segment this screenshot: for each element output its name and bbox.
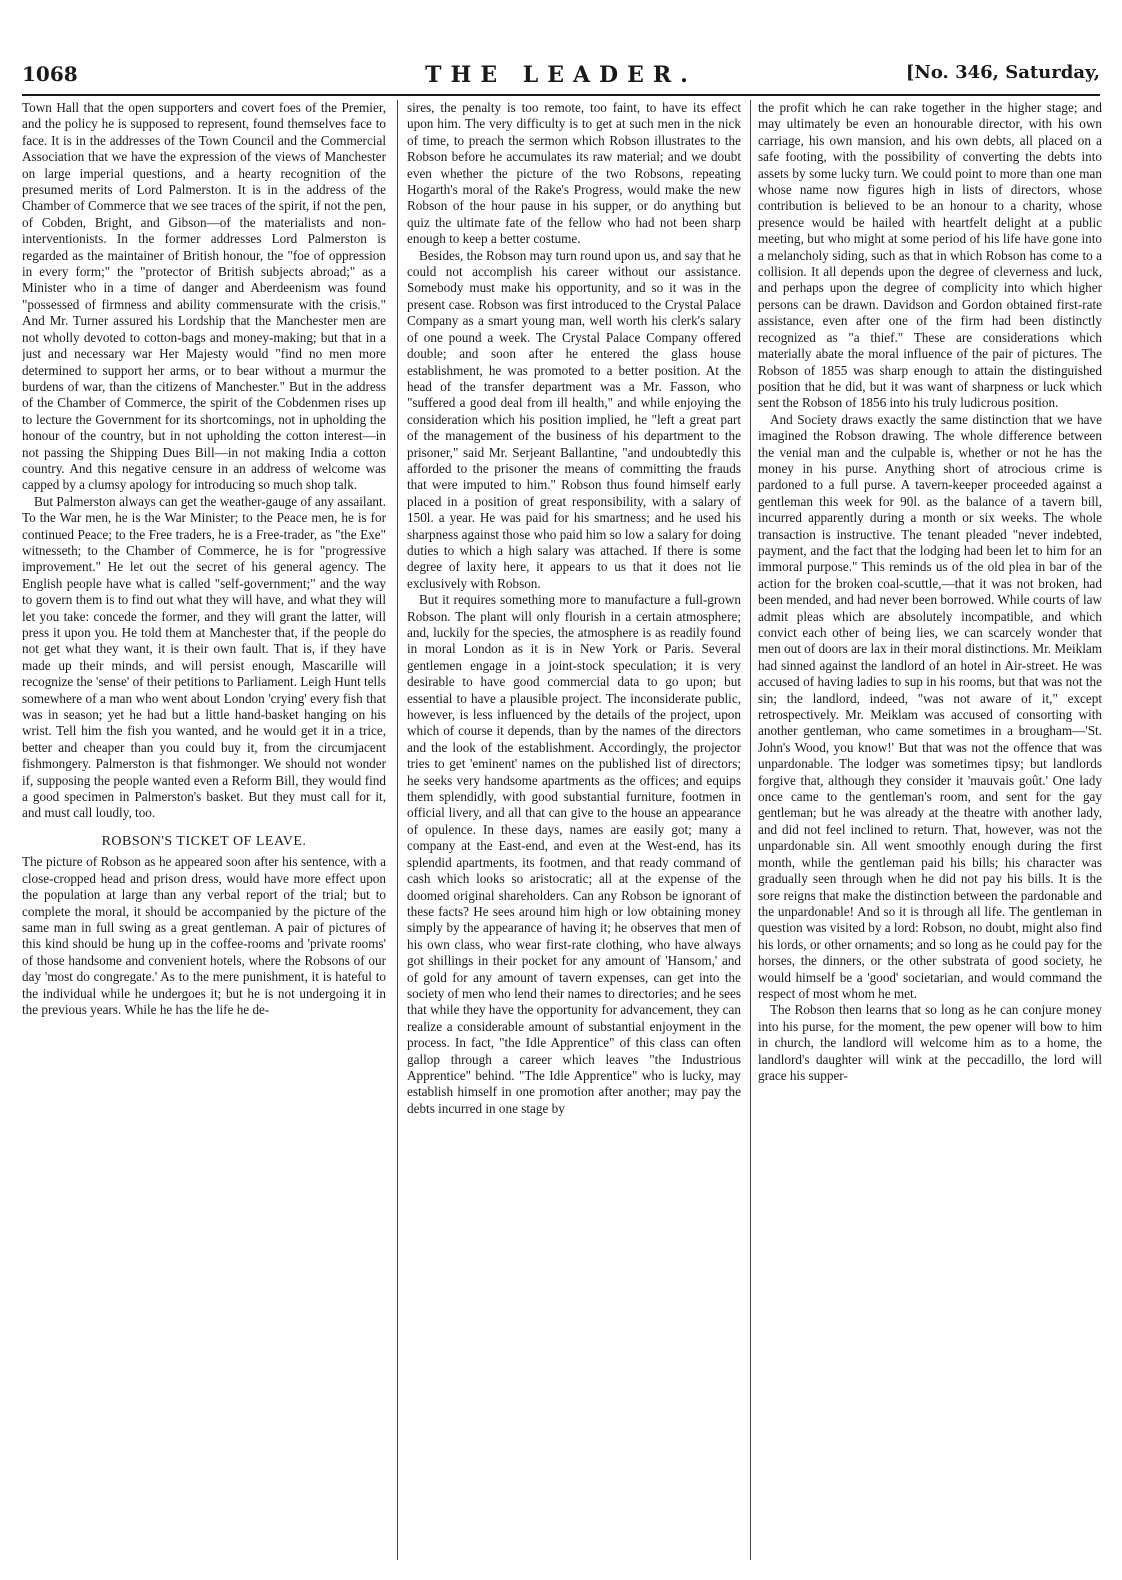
paragraph: Town Hall that the open supporters and covert foes of the Premier, and the policy he is supposed to represent, found themselves face to face. It is in the addresses of the Town Council and the Commercial Association that we have the expression of the views of Manchester on large imperial questions, and a hearty recognition of the presumed merits of Lord Palmerston. It is in the address of the Chamber of Commerce that we see traces of the spirit, if not the pen, of Cobden, Bright, and Gibson—of the materialists and non-interventionists. In the former addresses Lord Palmerston is regarded as the maintainer of British honour, the "foe of oppression in every form;" the "protector of British subjects abroad;" as a Minister who in a time of danger and Aberdeenism was found "possessed of firmness and ability commensurate with the crisis." And Mr. Turner assured his Lordship that the Manchester men are not wholly devoted to cotton-bags and money-making; but that in a just and necessary war Her Majesty would "find no men more determined to support her arms, or to bear without a murmur the burdens of war, than the citizens of Manchester." But in the address of the Chamber of Commerce, the spirit of the Cobdenmen rises up to lecture the Government for its shortcomings, not in upholding the honour of the country, but in not upholding the cotton interest—in not passing the Shipping Dues Bill—in not making India a cotton country. And this negative censure in an address of welcome was capped by a clumsy apology for introducing so much shop talk. (22, 100, 386, 493)
paragraph: sires, the penalty is too remote, too faint, to have its effect upon him. The very difficulty is to get at such men in the nick of time, to preach the sermon which Robson illustrates to the Robson before he accumulates its raw material; and we doubt even whether the picture of the two Robsons, repeating Hogarth's moral of the Rake's Progress, would make the new Robson of the hour pause in his supper, or do anything but quiz the ultimate fate of the fellow who had not been sharp enough to keep a better costume. (407, 100, 741, 247)
column-2 (407, 100, 741, 1560)
paragraph: But it requires something more to manufacture a full-grown Robson. The plant will only flourish in a certain atmosphere; and, luckily for the species, the atmosphere is as readily found in moral London as it is in New York or Paris. Several gentlemen engage in a joint-stock speculation; it is very desirable to have good commercial data to go upon; but essential to have a plausible project. The inconsiderate public, however, is less influenced by the details of the project, upon which of course it depends, than by the names of the directors and the look of the establishment. Accordingly, the projector tries to get 'eminent' names on the published list of directors; he seeks very handsome apartments as the offices; and equips them splendidly, with good substantial furniture, footmen in official livery, and all that can give to the house an appearance of opulence. In these days, names are easily got; many a company at the East-end, and even at the West-end, has its splendid apartments, its footmen, and that ready command of cash which looks so aristocratic; all at the expense of the doomed original shareholders. Can any Robson be ignorant of these facts? He sees around him high or low obtaining money simply by the appearance of having it; he observes that men of his own class, who wear first-rate clothing, who have always got shillings in their pocket for any amount of 'Hansom,' and of gold for any amount of tavern expenses, can get into the society of men who lend their names to directories; and he sees that while they have the opportunity for advancement, they can realize a considerable amount of substantial enjoyment in the process. In fact, "the Idle Apprentice" of this class can often gallop through a career which leaves "the Industrious Apprentice" behind. "The Idle Apprentice" who is lucky, may establish himself in one promotion after another; may pay the debts incurred in one stage by (407, 592, 741, 1116)
issue-label: [No. 346, Saturday, (905, 62, 1100, 83)
page-number: 1068 (22, 62, 78, 86)
paragraph: The picture of Robson as he appeared soon after his sentence, with a close-cropped head and prison dress, would have more effect upon the population at large than any verbal report of the trial; but to complete the moral, it should be accompanied by the picture of the same man in full swing as a great gentleman. A pair of pictures of this kind should be hung up in the coffee-rooms and 'private rooms' of those handsome and convenient hotels, where the Robsons of our day 'most do congregate.' As to the mere punishment, it is hateful to the individual while he undergoes it; but he is not undergoing it in the previous years. While he has the life he de- (22, 854, 386, 1017)
paragraph: The Robson then learns that so long as he can conjure money into his purse, for the moment, the pew opener will bow to him in church, the landlord will welcome him as to a home, the landlord's daughter will wink at the peccadillo, the lord will grace his supper- (758, 1002, 1102, 1083)
paragraph: Besides, the Robson may turn round upon us, and say that he could not accomplish his career without our assistance. Somebody must make his opportunity, and so it was in the present case. Robson was first introduced to the Crystal Palace Company as a smart young man, well worth his clerk's salary of one pound a week. The Crystal Palace Company offered double; and soon after he entered the glass house establishment, he was promoted to a better position. At the head of the transfer department was a Mr. Fasson, who "suffered a good deal from ill health," and while enjoying the consideration which his position implied, he "left a great part of the management of the business of his department to the prisoner," said Mr. Serjeant Ballantine, "and undoubtedly this afforded to the prisoner the means of committing the frauds that were imputed to him." Robson thus found himself early placed in a position of great responsibility, with a salary of 150l. a year. He was paid for his smartness; and he used his sharpness against those who paid him so low a salary for doing duties to which a high salary was attached. If there is some degree of laxity here, it appears to us that it does not lie exclusively with Robson. (407, 247, 741, 591)
paragraph: But Palmerston always can get the weather-gauge of any assailant. To the War men, he is the War Minister; to the Peace men, he is for continued Peace; to the Free traders, he is a Free-trader, as "the Exe" witnesseth; to the Chamber of Commerce, he is for "progressive improvement." He let out the secret of his general agency. The English people have what is called "self-government;" and the way to govern them is to find out what they will have, and what they will let you take: concede the former, and they will grant the latter, will press it upon you. He told them at Manchester that, if the people do not get what they want, it is their own fault. That is, if they have made up their minds, and will persist enough, Mascarille will recognize the 'sense' of their petitions to Parliament. Leigh Hunt tells somewhere of a man who went about London 'crying' every fish that was in season; yet he had but a little hand-basket hanging on his wrist. Tell him the fish you wanted, and he would get it in a trice, better and cheaper than you could buy it, from the circumjacent fishmongery. Palmerston is that fishmonger. We should not wonder if, supposing the people wanted even a Reform Bill, they would find a good specimen in Palmerston's basket. But they must call for it, and must call loudly, too. (22, 493, 386, 821)
paragraph: the profit which he can rake together in the higher stage; and may ultimately be even an honourable director, with his own carriage, his own mansion, and his own debts, all placed on a safe footing, with the possibility of converting the debts into assets by some lucky turn. We could point to more than one man whose name now figures high in lists of directors, whose contribution is believed to be an honour to a charity, whose presence would be hailed with heartfelt delight at a public meeting, but who might at some period of his life have gone into a melancholy siding, such as that in which Robson has come to a collision. It all depends upon the degree of cleverness and luck, and perhaps upon the degree of complicity into which higher persons can be drawn. Davidson and Gordon obtained first-rate assistance, even after one of the firm had been distinctly recognized as "a thief." These are considerations which materially abate the moral influence of the pair of pictures. The Robson of 1855 was sharp enough to attain the distinguished position that he did, but it was want of sharpness or luck which sent the Robson of 1856 into his truly ludicrous position. (758, 100, 1102, 411)
header-rule (22, 94, 1100, 96)
paragraph: And Society draws exactly the same distinction that we have imagined the Robson drawing. The whole difference between the venial man and the culpable is, whether or not he has the money in his purse. Anything short of atrocious crime is pardoned to a full purse. A tavern-keeper proceeded against a gentleman this week for 90l. as the balance of a tavern bill, incurred apparently during a month or six weeks. The whole transaction is instructive. The tenant pleaded "never indebted, payment, and the fact that the lodging had been let to him for an immoral purpose." This reminds us of the old plea in bar of the action for the broken coal-scuttle,—that it was not broken, had been mended, and had never been borrowed. While courts of law admit pleas which are absolutely incompatible, and which convict each other of being lies, we can scarcely wonder that men out of doors are lax in their moral distinctions. Mr. Meiklam had sinned against the landlord of an hotel in Air-street. He was accused of having ladies to sup in his rooms, but that was not the sin; the landlord, indeed, "was not aware of it," except retrospectively. Mr. Meiklam was accused of consorting with another gentleman, who came sometimes in a brougham—'St. John's Wood, you know!' But that was not the offence that was unpardonable. The lodger was sometimes tipsy; but landlords forgive that, although they consider it 'mauvais goût.' One lady once came to the gentleman's room, and sent for the gay gentleman; but he was already at the theatre with another lady, and did not feel inclined to return. That, however, was not the unpardonable sin. All went smoothly enough during the first month, while the gentleman paid his bills; his character was gradually seen through when he did not pay his bills. It is the sore reigns that make the distinction between the pardonable and the unpardonable! And so it is through all life. The gentleman in question was visited by a lord: Robson, no doubt, might also find his lords, or other ornaments; and so long as he could pay for the horses, the dinners, or the other substrata of good society, he would himself be a 'good' societarian, and would command the respect of most whom he met. (758, 411, 1102, 1001)
column-divider-1 (397, 100, 398, 1560)
column-3 (758, 100, 1102, 1560)
column-divider-2 (750, 100, 751, 1560)
article-subhead: ROBSON'S TICKET OF LEAVE. (101, 833, 307, 849)
masthead: THE LEADER. (425, 62, 697, 88)
page-header (22, 62, 1100, 92)
column-1 (22, 100, 386, 1560)
